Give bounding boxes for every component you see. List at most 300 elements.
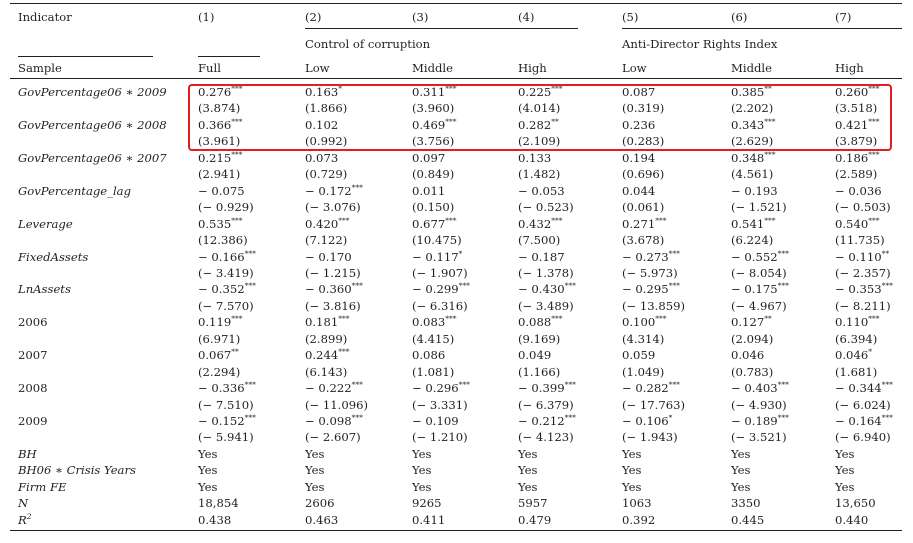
significance-stars: ***: [244, 248, 256, 258]
cell-col-3: (10.475): [412, 233, 462, 248]
sample-value-4: High: [518, 61, 547, 75]
cell-col-2: − 0.172***: [305, 182, 363, 198]
row-label: $R^2$: [18, 511, 32, 527]
cell-col-1: − 0.152***: [198, 413, 256, 428]
cell-col-2: − 0.222***: [305, 380, 363, 396]
cell-col-5: (− 1.943): [622, 430, 678, 445]
sample-value-7: High: [835, 61, 864, 75]
cell-col-6: 0.385**: [731, 84, 772, 99]
cell-col-6: 3350: [731, 496, 761, 511]
significance-stars: ***: [868, 215, 880, 225]
significance-stars: ***: [551, 215, 563, 225]
cell-col-4: (− 1.378): [518, 265, 574, 280]
significance-stars: ***: [655, 215, 667, 225]
cell-col-6: (6.224): [731, 233, 774, 248]
significance-stars: ***: [777, 248, 789, 258]
cell-col-7: (11.735): [835, 233, 885, 248]
significance-stars: ***: [351, 380, 363, 390]
cell-col-5: (0.283): [622, 134, 665, 149]
cell-col-2: (− 2.607): [305, 430, 361, 445]
bottom-rule: [10, 530, 902, 531]
significance-stars: ***: [231, 84, 243, 93]
cell-col-2: Yes: [305, 463, 325, 478]
cell-col-6: (2.629): [731, 134, 774, 149]
cell-col-1: 0.438: [198, 512, 232, 527]
cell-col-6: (2.202): [731, 101, 774, 116]
significance-stars: ***: [351, 281, 363, 291]
significance-stars: ***: [231, 116, 243, 126]
cell-col-2: 0.244***: [305, 347, 350, 363]
cell-col-5: (4.314): [622, 331, 665, 346]
cell-col-5: (0.319): [622, 101, 665, 116]
significance-stars: ***: [655, 314, 667, 324]
significance-stars: ***: [458, 281, 470, 291]
cell-col-3: 0.677***: [412, 215, 457, 231]
cell-col-3: (1.081): [412, 364, 455, 379]
cell-col-6: (− 4.930): [731, 397, 787, 412]
cell-col-7: Yes: [835, 446, 855, 461]
table-row-tstat: [0, 167, 913, 184]
table-row-tstat: [0, 332, 913, 349]
cell-col-7: (− 8.211): [835, 298, 891, 313]
cell-col-2: 0.102: [305, 117, 339, 132]
table-row-tstat: [0, 430, 913, 447]
cell-col-1: 0.119***: [198, 314, 243, 330]
cell-col-3: (− 1.907): [412, 265, 468, 280]
cell-col-5: − 0.295***: [622, 281, 680, 297]
significance-stars: *: [458, 248, 463, 258]
row-label: GovPercentage06 ∗ 2007: [18, 150, 167, 165]
cell-col-5: (− 5.973): [622, 265, 678, 280]
cell-col-4: 0.479: [518, 512, 552, 527]
table-row: [0, 217, 913, 234]
cell-col-4: 5957: [518, 496, 548, 511]
significance-stars: ***: [244, 281, 256, 291]
cell-col-4: (7.500): [518, 233, 561, 248]
significance-stars: ***: [244, 413, 256, 422]
rule-corruption: [305, 28, 578, 29]
cell-col-6: Yes: [731, 479, 751, 494]
cell-col-4: (1.166): [518, 364, 561, 379]
cell-col-3: (4.415): [412, 331, 455, 346]
col-number-2: (2): [305, 10, 322, 24]
cell-col-2: (7.122): [305, 233, 348, 248]
table-row-tstat: [0, 233, 913, 250]
cell-col-7: (3.879): [835, 134, 878, 149]
cell-col-5: − 0.282***: [622, 380, 680, 396]
significance-stars: ***: [231, 314, 243, 324]
cell-col-1: 0.215***: [198, 149, 243, 165]
cell-col-1: − 0.336***: [198, 380, 256, 396]
cell-col-3: (− 1.210): [412, 430, 468, 445]
significance-stars: ***: [338, 215, 350, 225]
cell-col-4: (− 3.489): [518, 298, 574, 313]
cell-col-4: Yes: [518, 463, 538, 478]
cell-col-3: − 0.299***: [412, 281, 470, 297]
row-label: N: [18, 496, 29, 511]
significance-stars: ***: [777, 281, 789, 291]
rule-adri: [622, 28, 902, 29]
sample-value-6: Middle: [731, 61, 772, 75]
cell-col-3: (0.849): [412, 167, 455, 182]
cell-col-5: 0.044: [622, 183, 656, 198]
cell-col-2: 2606: [305, 496, 335, 511]
cell-col-1: (− 0.929): [198, 200, 254, 215]
cell-col-1: 18,854: [198, 496, 239, 511]
cell-col-5: 0.087: [622, 85, 656, 99]
significance-stars: ***: [445, 314, 457, 324]
cell-col-7: (6.394): [835, 331, 878, 346]
highlight-box: [188, 84, 892, 151]
cell-col-5: 0.059: [622, 348, 656, 363]
cell-col-3: 0.411: [412, 512, 446, 527]
cell-col-1: (− 7.570): [198, 298, 254, 313]
significance-stars: ***: [777, 413, 789, 422]
significance-stars: ***: [445, 215, 457, 225]
table-row: [0, 282, 913, 299]
cell-col-2: 0.163*: [305, 84, 342, 99]
cell-col-3: (3.960): [412, 101, 455, 116]
significance-stars: ***: [338, 347, 350, 357]
cell-col-4: (− 0.523): [518, 200, 574, 215]
cell-col-5: (− 13.859): [622, 298, 686, 313]
table-row: [0, 414, 913, 431]
cell-col-5: (1.049): [622, 364, 665, 379]
significance-stars: **: [551, 116, 559, 126]
cell-col-3: 0.469***: [412, 116, 457, 132]
table-row: [0, 496, 913, 513]
significance-stars: ***: [881, 281, 893, 291]
cell-col-7: 0.186***: [835, 149, 880, 165]
cell-col-4: 0.133: [518, 150, 552, 165]
significance-stars: ***: [351, 182, 363, 192]
cell-col-3: Yes: [412, 479, 432, 494]
cell-col-3: − 0.296***: [412, 380, 470, 396]
cell-col-1: − 0.352***: [198, 281, 256, 297]
cell-col-6: (− 3.521): [731, 430, 787, 445]
cell-col-7: (− 2.357): [835, 265, 891, 280]
cell-col-3: Yes: [412, 463, 432, 478]
cell-col-4: − 0.399***: [518, 380, 576, 396]
col-number-4: (4): [518, 10, 535, 24]
cell-col-3: (− 3.331): [412, 397, 468, 412]
cell-col-7: 0.046*: [835, 347, 872, 363]
cell-col-3: (3.756): [412, 134, 455, 149]
cell-col-1: 0.366***: [198, 116, 243, 132]
table-row-tstat: [0, 398, 913, 415]
significance-stars: ***: [351, 413, 363, 422]
col-number-5: (5): [622, 10, 639, 24]
cell-col-5: (0.061): [622, 200, 665, 215]
cell-col-5: (3.678): [622, 233, 665, 248]
cell-col-2: 0.463: [305, 512, 339, 527]
row-label: 2006: [18, 315, 48, 330]
superscript-two: 2: [26, 511, 32, 521]
cell-col-3: (0.150): [412, 200, 455, 215]
significance-stars: ***: [564, 380, 576, 390]
cell-col-5: − 0.273***: [622, 248, 680, 264]
cell-col-5: 0.236: [622, 117, 656, 132]
significance-stars: ***: [231, 149, 243, 159]
significance-stars: ***: [764, 149, 776, 159]
cell-col-7: 0.540***: [835, 215, 880, 231]
cell-col-6: (− 8.054): [731, 265, 787, 280]
cell-col-1: (2.941): [198, 167, 241, 182]
rule-sample-bottom: [10, 78, 902, 79]
row-label: Firm FE: [18, 479, 67, 494]
cell-col-1: − 0.166***: [198, 248, 256, 264]
sample-label: Sample: [18, 61, 62, 75]
cell-col-3: 0.311***: [412, 84, 457, 99]
cell-col-6: 0.127**: [731, 314, 772, 330]
significance-stars: **: [764, 314, 772, 324]
cell-col-3: 0.011: [412, 183, 446, 198]
cell-col-4: (9.169): [518, 331, 561, 346]
row-label: GovPercentage06 ∗ 2008: [18, 117, 167, 132]
cell-col-3: − 0.109: [412, 414, 459, 428]
significance-stars: ***: [777, 380, 789, 390]
cell-col-6: − 0.175***: [731, 281, 789, 297]
significance-stars: ***: [868, 149, 880, 159]
cell-col-2: − 0.098***: [305, 413, 363, 428]
row-label: Leverage: [18, 216, 73, 231]
row-label: 2007: [18, 348, 48, 363]
cell-col-2: (6.143): [305, 364, 348, 379]
significance-stars: ***: [564, 281, 576, 291]
cell-col-1: Yes: [198, 479, 218, 494]
cell-col-3: 9265: [412, 496, 442, 511]
cell-col-2: (− 3.076): [305, 200, 361, 215]
cell-col-1: (3.874): [198, 101, 241, 116]
table-row: [0, 315, 913, 332]
cell-col-4: − 0.430***: [518, 281, 576, 297]
row-label: 2009: [18, 414, 48, 428]
row-label: BH: [18, 446, 37, 461]
col-number-6: (6): [731, 10, 748, 24]
cell-col-4: − 0.212***: [518, 413, 576, 428]
cell-col-2: (1.866): [305, 101, 348, 116]
cell-col-2: (2.899): [305, 331, 348, 346]
cell-col-4: 0.088***: [518, 314, 563, 330]
significance-stars: *: [338, 84, 342, 93]
cell-col-6: 0.348***: [731, 149, 776, 165]
cell-col-4: Yes: [518, 446, 538, 461]
row-label: GovPercentage_lag: [18, 183, 131, 198]
significance-stars: ***: [244, 380, 256, 390]
cell-col-7: 0.421***: [835, 116, 880, 132]
significance-stars: ***: [868, 116, 880, 126]
cell-col-7: − 0.353***: [835, 281, 893, 297]
cell-col-1: 0.067**: [198, 347, 239, 363]
table-row-tstat: [0, 299, 913, 316]
cell-col-3: 0.097: [412, 150, 446, 165]
cell-col-6: (0.783): [731, 364, 774, 379]
cell-col-2: Yes: [305, 479, 325, 494]
col-number-3: (3): [412, 10, 429, 24]
cell-col-2: (0.992): [305, 134, 348, 149]
significance-stars: **: [881, 248, 890, 258]
cell-col-6: Yes: [731, 463, 751, 478]
cell-col-1: 0.276***: [198, 84, 243, 99]
sample-value-5: Low: [622, 61, 647, 75]
cell-col-3: (− 6.316): [412, 298, 468, 313]
cell-col-4: Yes: [518, 479, 538, 494]
cell-col-6: − 0.189***: [731, 413, 789, 428]
cell-col-7: (2.589): [835, 167, 878, 182]
cell-col-6: 0.343***: [731, 116, 776, 132]
cell-col-5: 0.100***: [622, 314, 667, 330]
cell-col-5: Yes: [622, 446, 642, 461]
rule-col1: [198, 56, 260, 57]
cell-col-2: 0.181***: [305, 314, 350, 330]
cell-col-4: 0.282**: [518, 116, 559, 132]
cell-col-7: 0.440: [835, 512, 869, 527]
cell-col-5: 0.271***: [622, 215, 667, 231]
cell-col-4: 0.049: [518, 348, 552, 363]
cell-col-6: 0.541***: [731, 215, 776, 231]
cell-col-2: − 0.360***: [305, 281, 363, 297]
cell-col-4: − 0.053: [518, 183, 565, 198]
cell-col-5: (0.696): [622, 167, 665, 182]
table-row: [0, 151, 913, 168]
cell-col-1: (− 7.510): [198, 397, 254, 412]
table-row: [0, 447, 913, 464]
table-row: [0, 480, 913, 497]
cell-col-7: Yes: [835, 463, 855, 478]
cell-col-1: (− 3.419): [198, 265, 254, 280]
sample-value-3: Middle: [412, 61, 453, 75]
cell-col-2: (− 3.816): [305, 298, 361, 313]
significance-stars: ***: [458, 380, 470, 390]
table-row: [0, 348, 913, 365]
significance-stars: ***: [881, 413, 893, 422]
indicator-label: Indicator: [18, 10, 72, 24]
cell-col-6: − 0.403***: [731, 380, 789, 396]
significance-stars: ***: [445, 84, 457, 93]
cell-col-2: − 0.170: [305, 249, 352, 264]
significance-stars: *: [668, 413, 673, 422]
significance-stars: ***: [764, 116, 776, 126]
cell-col-1: (− 5.941): [198, 430, 254, 445]
cell-col-7: 0.110***: [835, 314, 880, 330]
cell-col-3: 0.086: [412, 348, 446, 363]
table-row: [0, 250, 913, 267]
cell-col-1: (2.294): [198, 364, 241, 379]
table-row-tstat: [0, 365, 913, 382]
cell-col-7: 0.260***: [835, 84, 880, 99]
top-rule: [10, 3, 902, 4]
cell-col-4: (− 4.123): [518, 430, 574, 445]
significance-stars: *: [868, 347, 872, 357]
cell-col-6: (2.094): [731, 331, 774, 346]
cell-col-5: Yes: [622, 463, 642, 478]
cell-col-6: (4.561): [731, 167, 774, 182]
cell-col-4: (4.014): [518, 101, 561, 116]
cell-col-2: (0.729): [305, 167, 348, 182]
cell-col-4: 0.225***: [518, 84, 563, 99]
cell-col-2: (− 1.215): [305, 265, 361, 280]
group-header-adri: Anti-Director Rights Index: [622, 37, 778, 51]
table-row: [0, 184, 913, 201]
cell-col-7: − 0.110**: [835, 248, 890, 264]
cell-col-7: (3.518): [835, 101, 878, 116]
cell-col-4: (1.482): [518, 167, 561, 182]
col-number-1: (1): [198, 10, 215, 24]
table-row-tstat: [0, 200, 913, 217]
cell-col-5: Yes: [622, 479, 642, 494]
cell-col-1: 0.535***: [198, 215, 243, 231]
significance-stars: **: [764, 84, 772, 93]
col-number-7: (7): [835, 10, 852, 24]
row-label: FixedAssets: [18, 249, 89, 264]
significance-stars: ***: [881, 380, 893, 390]
cell-col-1: − 0.075: [198, 183, 245, 198]
significance-stars: ***: [338, 314, 350, 324]
cell-col-7: − 0.344***: [835, 380, 893, 396]
table-row-tstat: [0, 266, 913, 283]
cell-col-6: (− 1.521): [731, 200, 787, 215]
significance-stars: ***: [668, 281, 680, 291]
cell-col-7: (− 6.940): [835, 430, 891, 445]
cell-col-7: (− 0.503): [835, 200, 891, 215]
cell-col-7: (− 6.024): [835, 397, 891, 412]
cell-col-2: 0.073: [305, 150, 339, 165]
cell-col-2: Yes: [305, 446, 325, 461]
row-label: GovPercentage06 ∗ 2009: [18, 85, 167, 99]
cell-col-4: − 0.187: [518, 249, 565, 264]
cell-col-1: Yes: [198, 446, 218, 461]
significance-stars: ***: [551, 314, 563, 324]
row-label: LnAssets: [18, 282, 71, 297]
cell-col-6: − 0.193: [731, 183, 778, 198]
sample-value-1: Full: [198, 61, 221, 75]
cell-col-6: 0.445: [731, 512, 765, 527]
cell-col-1: (12.386): [198, 233, 248, 248]
significance-stars: ***: [668, 380, 680, 390]
cell-col-7: (1.681): [835, 364, 878, 379]
table-row: [0, 381, 913, 398]
cell-col-7: − 0.036: [835, 183, 882, 198]
rule-indicator: [18, 56, 153, 57]
cell-col-4: 0.432***: [518, 215, 563, 231]
cell-col-7: Yes: [835, 479, 855, 494]
cell-col-2: 0.420***: [305, 215, 350, 231]
significance-stars: ***: [231, 215, 243, 225]
cell-col-1: (3.961): [198, 134, 241, 149]
row-label: BH06 ∗ Crisis Years: [18, 463, 136, 478]
cell-col-5: − 0.106*: [622, 413, 673, 428]
sample-value-2: Low: [305, 61, 330, 75]
cell-col-5: 0.194: [622, 150, 656, 165]
significance-stars: ***: [668, 248, 680, 258]
cell-col-3: Yes: [412, 446, 432, 461]
cell-col-7: 13,650: [835, 496, 876, 511]
cell-col-1: Yes: [198, 463, 218, 478]
significance-stars: ***: [764, 215, 776, 225]
cell-col-4: (− 6.379): [518, 397, 574, 412]
cell-col-4: (2.109): [518, 134, 561, 149]
significance-stars: ***: [868, 84, 880, 93]
cell-col-6: Yes: [731, 446, 751, 461]
group-header-corruption: Control of corruption: [305, 37, 431, 51]
cell-col-3: 0.083***: [412, 314, 457, 330]
significance-stars: **: [231, 347, 239, 357]
significance-stars: ***: [868, 314, 880, 324]
cell-col-2: (− 11.096): [305, 397, 369, 412]
row-label: 2008: [18, 381, 48, 396]
significance-stars: ***: [551, 84, 563, 93]
cell-col-7: − 0.164***: [835, 413, 893, 428]
